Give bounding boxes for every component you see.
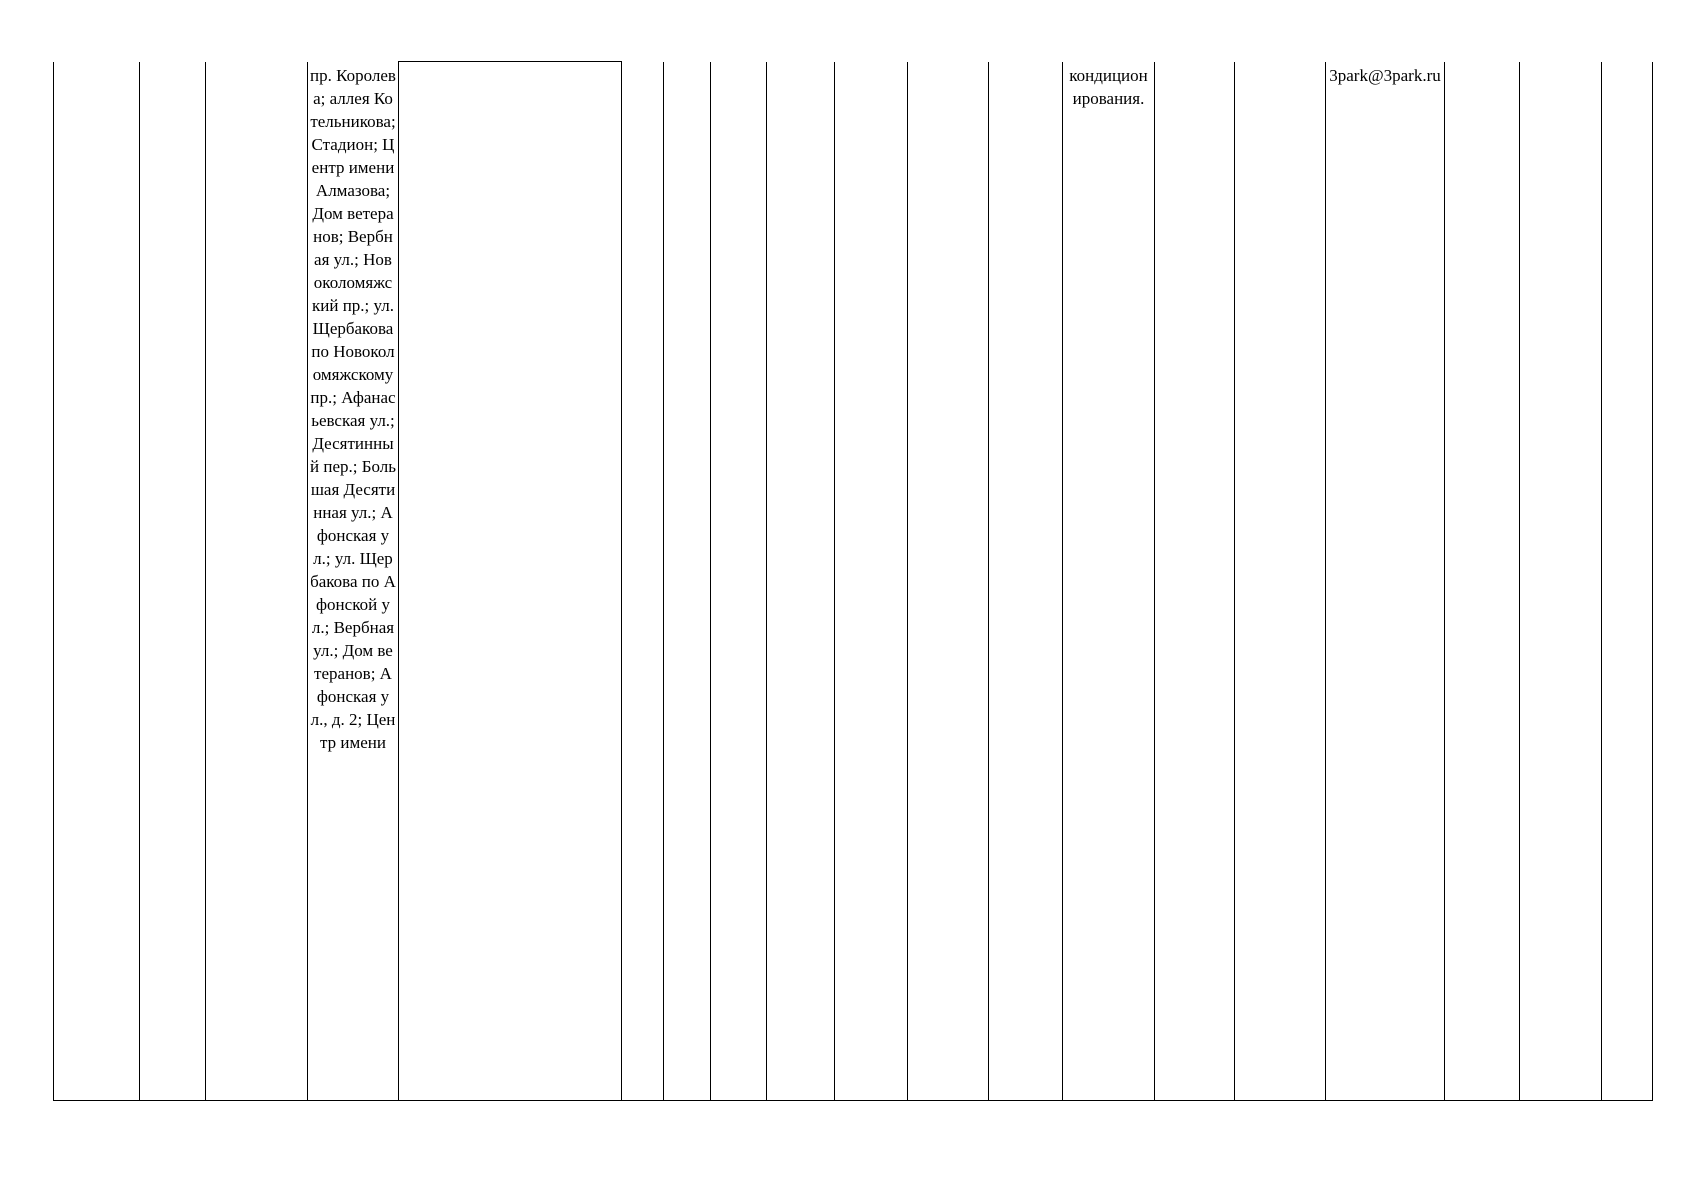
- table-cell-7: [664, 62, 711, 1101]
- conditioning-cell: [1063, 62, 1155, 1101]
- stops-text: пр. Королева; аллея Котельникова; Стадион; Центр имени Алмазова; Дом ветеранов; Вербная ул.; Новоколомяжский пр.; ул.Щербакова по Новоколомяжскому пр.; Афанасьевская ул.; Десятинный пер.; Большая Десятинная ул.; Афонская ул.; ул. Щербакова по Афонской ул.; Вербная ул.; Дом ветеранов; Афонская ул., д. 2; Центр имени: [310, 65, 396, 752]
- table-cell-11: [908, 62, 989, 1101]
- table-cell-15: [1235, 62, 1326, 1101]
- table-cell-18: [1520, 62, 1602, 1101]
- table-cell-10: [835, 62, 908, 1101]
- table-cell-1: [54, 62, 140, 1101]
- table-cell-9: [767, 62, 835, 1101]
- document-table: [53, 61, 1653, 1101]
- stops-cell: [308, 62, 399, 1101]
- table-cell-12: [989, 62, 1063, 1101]
- email-cell: [1326, 62, 1445, 1101]
- table-row: [54, 62, 1653, 1101]
- table-cell-19: [1602, 62, 1653, 1101]
- table-cell-6: [622, 62, 664, 1101]
- table-cell-3: [206, 62, 308, 1101]
- email-text: 3park@3park.ru: [1329, 65, 1441, 85]
- table-cell-17: [1445, 62, 1520, 1101]
- table-cell-8: [711, 62, 767, 1101]
- table-cell-2: [140, 62, 206, 1101]
- table-cell-14: [1155, 62, 1235, 1101]
- conditioning-text: кондиционирования.: [1069, 65, 1148, 108]
- table-cell-5: [399, 62, 622, 1101]
